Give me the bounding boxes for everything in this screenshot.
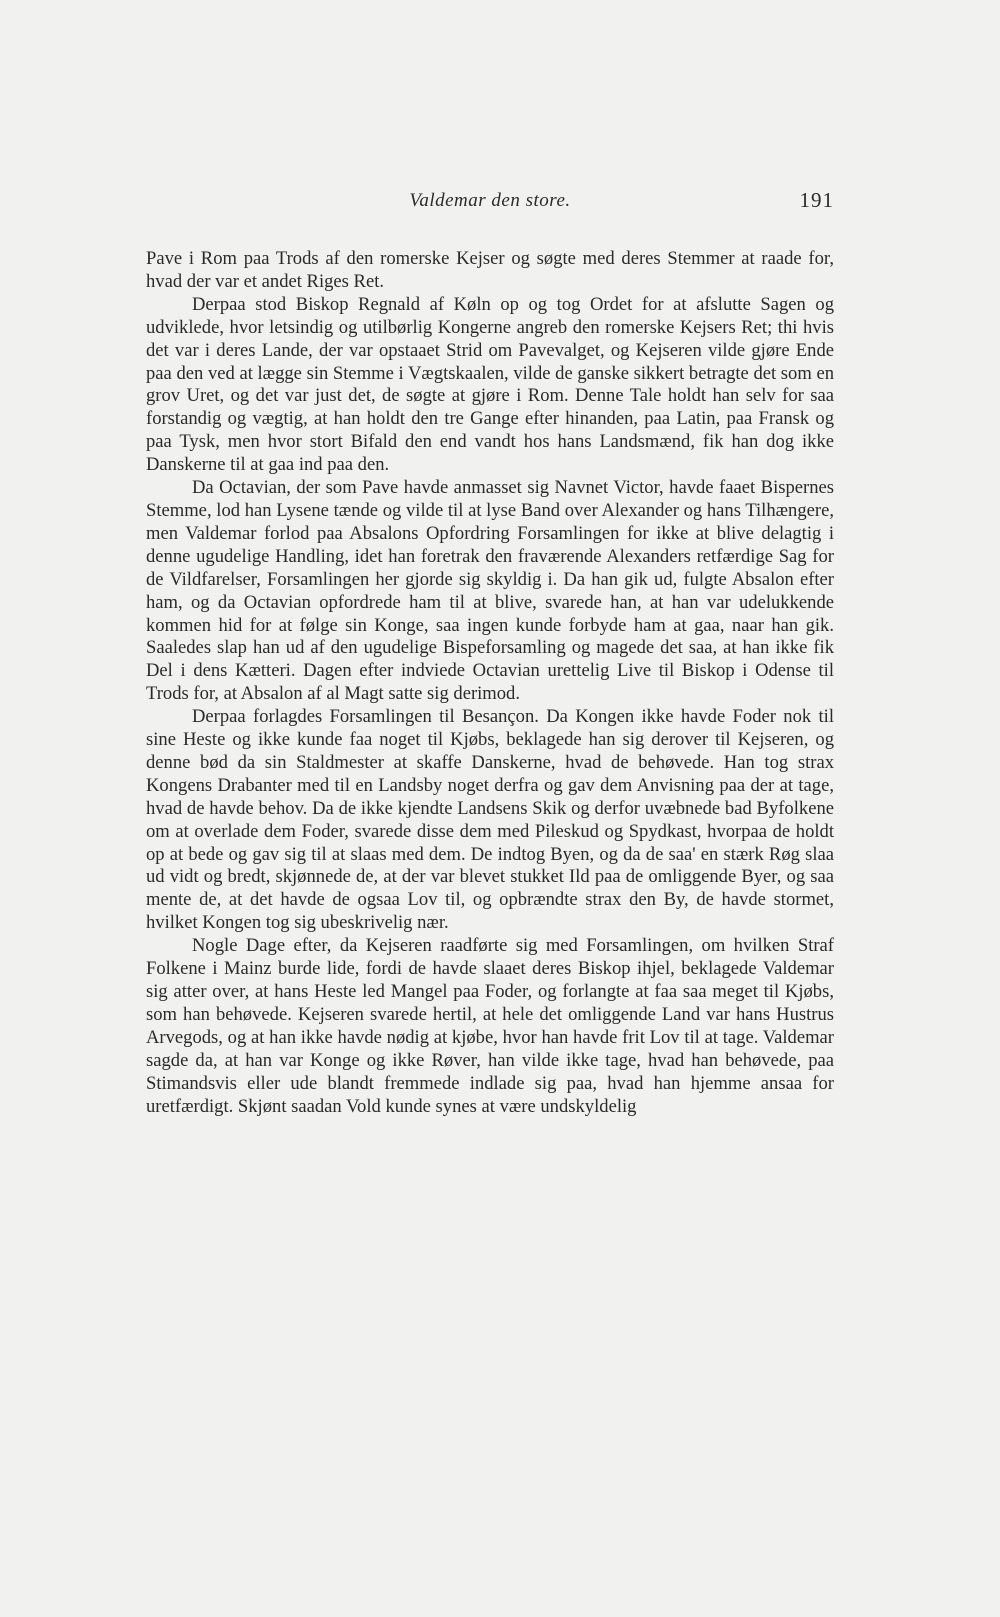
page-number: 191 [799, 188, 834, 212]
running-title: Valdemar den store. [409, 190, 571, 211]
paragraph: Derpaa forlagdes Forsamlingen til Besançon. Da Kongen ikke havde Foder nok til sine Heste og ikke kunde faa noget til Kjøbs, beklagede han sig derover til Kejseren, og denne bød da sin Staldmester at skaffe Danskerne, hvad de behøvede. Han tog strax Kongens Drabanter med til en Landsby noget derfra og gav dem Anvisning paa der at tage, hvad de havde behov. Da de ikke kjendte Landsens Skik og derfor uvæbnede bad Byfolkene om at overlade dem Foder, svarede disse dem med Pileskud og Spydkast, hvorpaa de holdt op at bede og gav sig til at slaas med dem. De indtog Byen, og da de saa' en stærk Røg slaa ud vidt og bredt, skjønnede de, at der var blevet stukket Ild paa de omliggende Byer, og saa mente de, at det havde de ogsaa Lov til, og opbrændte strax den By, de havde stormet, hvilket Kongen tog sig ubeskrivelig nær. [146, 706, 834, 934]
paragraph: Derpaa stod Biskop Regnald af Køln op og tog Ordet for at afslutte Sagen og udviklede, hvor letsindig og utilbørlig Kongerne angreb den romerske Kejsers Ret; thi hvis det var i deres Lande, der var opstaaet Strid om Pavevalget, og Kejseren vilde gjøre Ende paa den ved at lægge sin Stemme i Vægtskaalen, vilde de ganske sikkert betragte det som en grov Uret, og det var just det, de søgte at gjøre i Rom. Denne Tale holdt han selv for saa forstandig og vægtig, at han holdt den tre Gange efter hinanden, paa Latin, paa Fransk og paa Tysk, men hvor stort Bifald den end vandt hos hans Landsmænd, fik han dog ikke Danskerne til at gaa ind paa den. [146, 293, 834, 476]
paragraph: Nogle Dage efter, da Kejseren raadførte sig med Forsamlingen, om hvilken Straf Folkene i Mainz burde lide, fordi de havde slaaet deres Biskop ihjel, beklagede Valdemar sig atter over, at hans Heste led Mangel paa Foder, og forlangte at faa saa meget til Kjøbs, som han behøvede. Kejseren svarede hertil, at hele det omliggende Land var hans Hustrus Arvegods, og at han ikke havde nødig at kjøbe, hvor han havde frit Lov til at tage. Valdemar sagde da, at han var Konge og ikke Røver, han vilde ikke tage, hvad han behøvede, paa Stimandsvis eller ude blandt fremmede indlade sig paa, hvad han hjemme ansaa for uretfærdigt. Skjønt saadan Vold kunde synes at være undskyldelig [146, 935, 834, 1117]
book-page [146, 190, 834, 1118]
body-text [146, 248, 834, 1118]
paragraph: Pave i Rom paa Trods af den romerske Kejser og søgte med deres Stemmer at raade for, hvad der var et andet Riges Ret. [146, 248, 834, 292]
running-head [146, 190, 834, 220]
paragraph: Da Octavian, der som Pave havde anmasset sig Navnet Victor, havde faaet Bispernes Stemme, lod han Lysene tænde og vilde til at lyse Band over Alexander og hans Tilhængere, men Valdemar forlod paa Absalons Opfordring Forsamlingen for ikke at blive delagtig i denne ugudelige Handling, idet han foretrak den fraværende Alexanders retfærdige Sag for de Vildfarelser, Forsamlingen her gjorde sig skyldig i. Da han gik ud, fulgte Absalon efter ham, og da Octavian opfordrede ham til at blive, svarede han, at han var udelukkende kommen hid for at følge sin Konge, saa ingen kunde forbyde ham at gaa, naar han gik. Saaledes slap han ud af den ugudelige Bispeforsamling og magede det saa, at han ikke fik Del i dens Kætteri. Dagen efter indviede Octavian urettelig Live til Biskop i Odense til Trods for, at Absalon af al Magt satte sig derimod. [146, 477, 834, 705]
